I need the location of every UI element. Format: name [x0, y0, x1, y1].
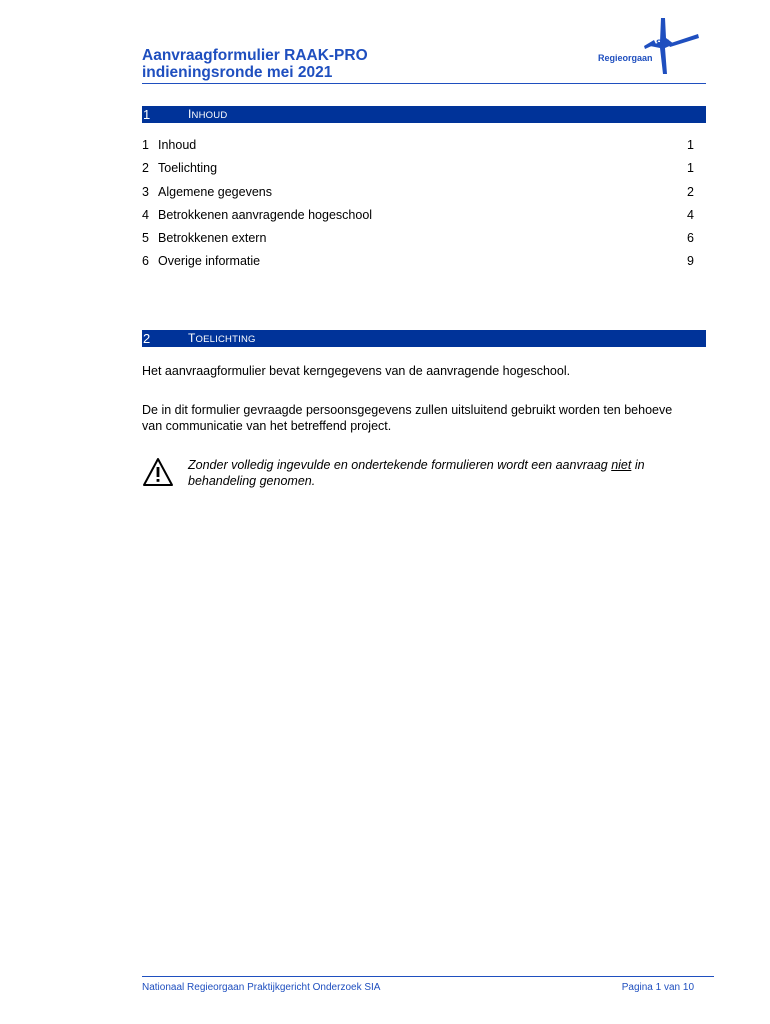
privacy-line-1: De in dit formulier gevraagde persoonsgegevens zullen uitsluitend gebruikt worden ten behoeve [142, 403, 673, 417]
footer-page-number: Pagina 1 van 10 [621, 982, 694, 993]
toc-number: 2 [142, 161, 149, 176]
toc-page: 1 [687, 138, 694, 152]
toc-entry[interactable] [142, 207, 694, 230]
warning-emphasis: niet [611, 458, 632, 472]
toc-title: Toelichting [158, 161, 218, 176]
toc-number: 5 [142, 231, 149, 246]
warning-text-end: in [631, 458, 645, 472]
toc-page: 1 [687, 161, 694, 176]
section-title-rest: NHOUD [191, 110, 228, 121]
header-divider [142, 83, 706, 84]
toc-page: 6 [687, 231, 694, 246]
toc-entry[interactable] [142, 160, 694, 183]
section-title [188, 330, 256, 348]
toc-page: 4 [687, 207, 694, 222]
section-number: 1 [143, 107, 151, 122]
table-of-contents [142, 137, 694, 277]
section-number: 2 [143, 331, 151, 346]
sia-logo [594, 16, 704, 78]
logo-abbr: SIA [656, 38, 672, 48]
warning-text-start: Zonder volledig ingevulde en ondertekende formulieren wordt een aanvraag [188, 458, 612, 472]
toc-number: 6 [142, 254, 149, 269]
document-title [142, 47, 368, 81]
toc-title: Betrokkenen extern [158, 231, 267, 246]
privacy-paragraph [142, 402, 702, 434]
toc-title: Algemene gegevens [158, 184, 272, 199]
toc-entry[interactable] [142, 184, 694, 207]
sia-logo-icon [594, 16, 704, 78]
toc-title: Betrokkenen aanvragende hogeschool [158, 207, 373, 222]
footer-organization: Nationaal Regieorgaan Praktijkgericht Onderzoek SIA [142, 982, 381, 993]
warning-line-2: behandeling genomen. [188, 474, 316, 488]
section-title-rest: OELICHTING [195, 334, 256, 345]
toc-title: Overige informatie [158, 254, 261, 269]
warning-triangle-icon [142, 457, 174, 487]
title-line-1: Aanvraagformulier RAAK-PRO [142, 47, 368, 64]
section-heading-inhoud [142, 106, 706, 123]
toc-page: 9 [687, 254, 694, 269]
warning-message [188, 457, 688, 489]
section-title-initial: T [188, 331, 196, 345]
section-title [188, 106, 227, 124]
section-heading-toelichting [142, 330, 706, 347]
toc-entry[interactable] [142, 253, 694, 276]
title-line-2: indieningsronde mei 2021 [142, 64, 333, 81]
toc-number: 4 [142, 207, 149, 222]
toc-entry[interactable] [142, 230, 694, 253]
toc-entry[interactable] [142, 137, 694, 160]
privacy-line-2: van communicatie van het betreffend project. [142, 419, 392, 433]
logo-name: Regieorgaan [598, 53, 653, 63]
toc-page: 2 [687, 184, 694, 199]
intro-paragraph: Het aanvraagformulier bevat kerngegevens van de aanvragende hogeschool. [142, 364, 571, 378]
footer-divider [142, 976, 714, 977]
section-title-initial: I [188, 107, 192, 121]
toc-number: 3 [142, 184, 149, 199]
toc-number: 1 [142, 138, 149, 152]
toc-title: Inhoud [158, 138, 197, 152]
